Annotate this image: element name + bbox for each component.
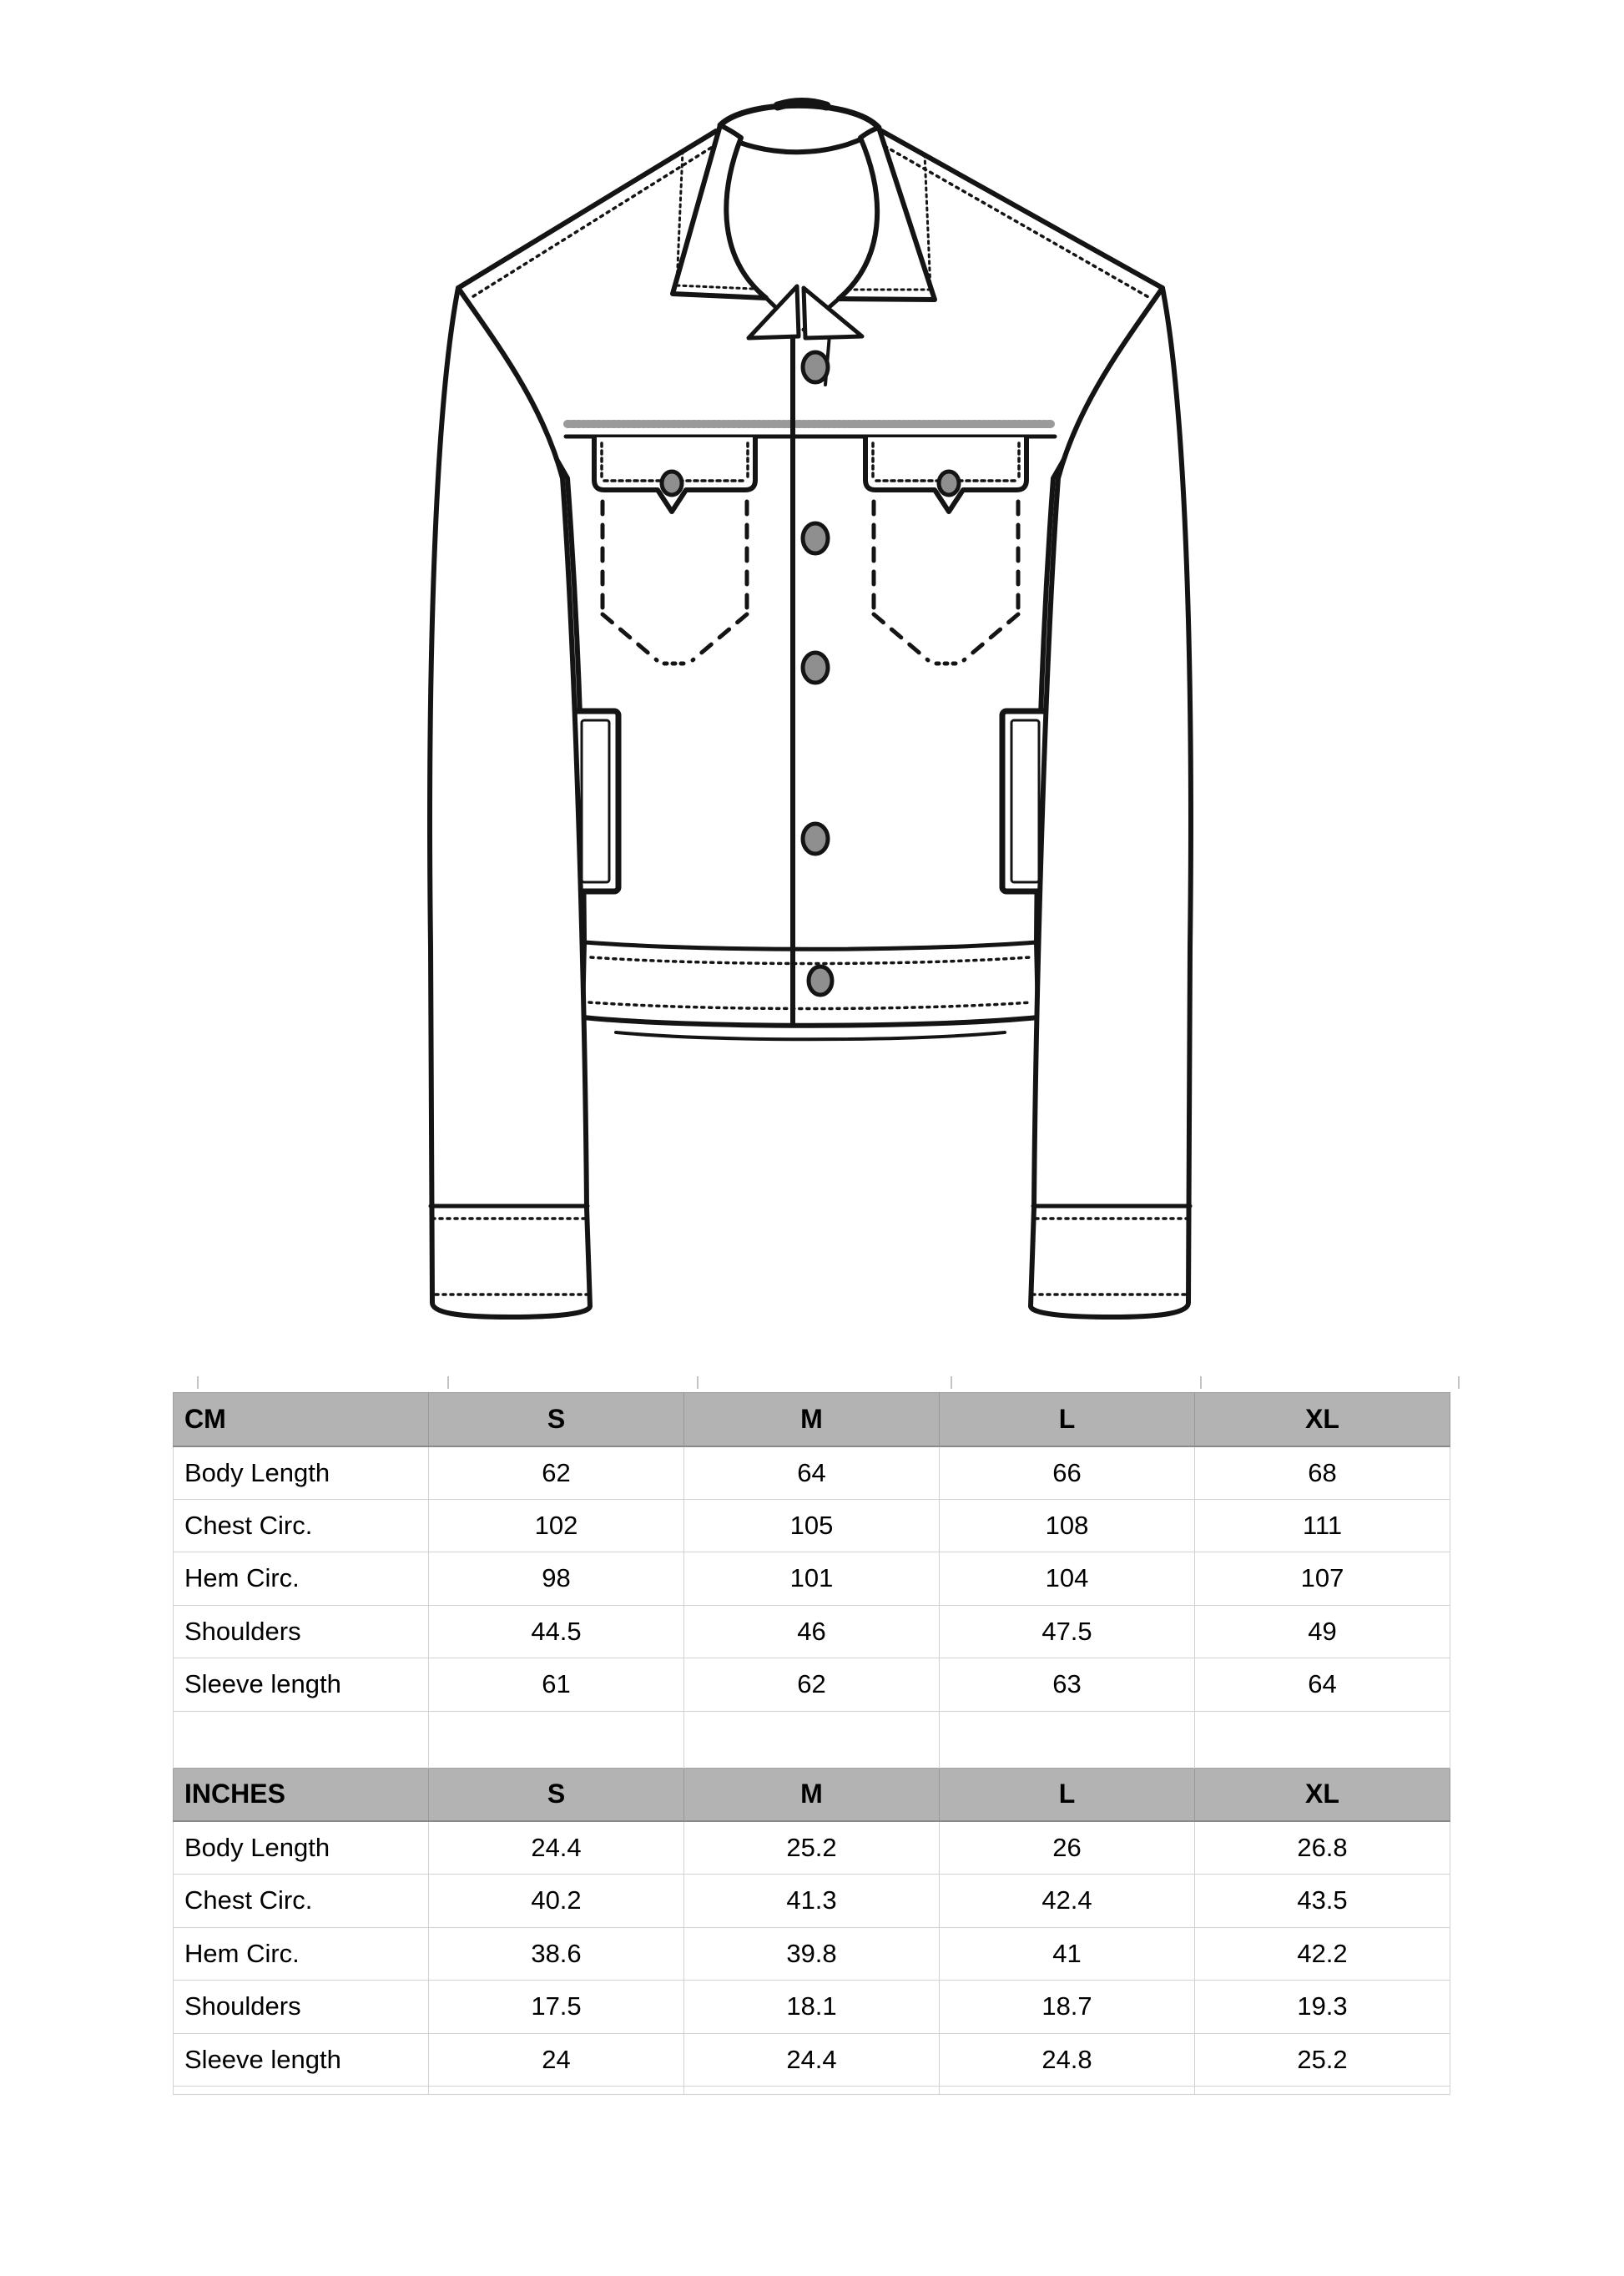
cell-value: 24: [429, 2033, 684, 2087]
row-label: Hem Circ.: [174, 1927, 429, 1981]
cell-value: 98: [429, 1552, 684, 1606]
empty-row-stub: [174, 2087, 1450, 2095]
empty-row: [174, 1711, 1450, 1768]
cell-value: 24.4: [429, 1821, 684, 1875]
cell-value: 39.8: [684, 1927, 940, 1981]
cell-value: 19.3: [1195, 1981, 1450, 2034]
table-row: [174, 1658, 1450, 1712]
row-label: Chest Circ.: [174, 1499, 429, 1552]
table-row: [174, 1927, 1450, 1981]
row-label: Chest Circ.: [174, 1875, 429, 1928]
table-row: [174, 1446, 1450, 1500]
table-row: [174, 1605, 1450, 1658]
cell-value: 25.2: [684, 1821, 940, 1875]
row-label: Body Length: [174, 1446, 429, 1500]
cell-value: 64: [1195, 1658, 1450, 1712]
table-row: [174, 1821, 1450, 1875]
cell-value: 105: [684, 1499, 940, 1552]
grid-tick: [1200, 1376, 1202, 1389]
cell-value: 17.5: [429, 1981, 684, 2034]
inches-size-header-xl: XL: [1195, 1768, 1450, 1821]
grid-tick: [697, 1376, 699, 1389]
table-row: [174, 1875, 1450, 1928]
cell-value: 41.3: [684, 1875, 940, 1928]
cell-value: 18.7: [940, 1981, 1195, 2034]
cell-value: 66: [940, 1446, 1195, 1500]
grid-tick: [197, 1376, 199, 1389]
cell-value: 107: [1195, 1552, 1450, 1606]
collar-roll-band: [778, 103, 826, 107]
table-row: [174, 1981, 1450, 2034]
cell-value: 18.1: [684, 1981, 940, 2034]
inches-size-header-m: M: [684, 1768, 940, 1821]
cell-value: 47.5: [940, 1605, 1195, 1658]
size-table: [173, 1392, 1450, 2095]
table-row: [174, 1552, 1450, 1606]
table-row: [174, 2033, 1450, 2087]
row-label: Sleeve length: [174, 1658, 429, 1712]
cell-value: 41: [940, 1927, 1195, 1981]
size-tables: [173, 1392, 1450, 2095]
front-button-1: [803, 352, 828, 382]
front-button-3: [803, 653, 828, 683]
grid-tick: [447, 1376, 449, 1389]
table-row: [174, 1499, 1450, 1552]
cell-value: 104: [940, 1552, 1195, 1606]
cm-size-header-xl: XL: [1195, 1393, 1450, 1446]
row-label: Shoulders: [174, 1981, 429, 2034]
row-label: Shoulders: [174, 1605, 429, 1658]
cell-value: 42.2: [1195, 1927, 1450, 1981]
cell-value: 26: [940, 1821, 1195, 1875]
waistband-button: [809, 966, 832, 995]
grid-tick: [951, 1376, 952, 1389]
right-flap-button: [939, 472, 959, 495]
cell-value: 38.6: [429, 1927, 684, 1981]
cell-value: 111: [1195, 1499, 1450, 1552]
cm-size-header-s: S: [429, 1393, 684, 1446]
hem-shadow-line: [616, 1032, 1005, 1039]
cell-value: 102: [429, 1499, 684, 1552]
row-label: Sleeve length: [174, 2033, 429, 2087]
cell-value: 63: [940, 1658, 1195, 1712]
front-button-4: [803, 824, 828, 854]
cell-value: 49: [1195, 1605, 1450, 1658]
jacket-technical-drawing: [417, 79, 1207, 1348]
row-label: Body Length: [174, 1821, 429, 1875]
cm-unit-header: CM: [174, 1393, 429, 1446]
cell-value: 64: [684, 1446, 940, 1500]
cell-value: 108: [940, 1499, 1195, 1552]
cell-value: 46: [684, 1605, 940, 1658]
cell-value: 44.5: [429, 1605, 684, 1658]
cell-value: 24.8: [940, 2033, 1195, 2087]
cell-value: 25.2: [1195, 2033, 1450, 2087]
grid-tick: [1458, 1376, 1460, 1389]
inches-size-header-l: L: [940, 1768, 1195, 1821]
cell-value: 62: [429, 1446, 684, 1500]
cell-value: 42.4: [940, 1875, 1195, 1928]
cell-value: 101: [684, 1552, 940, 1606]
cm-header-row: [174, 1393, 1450, 1446]
cell-value: 43.5: [1195, 1875, 1450, 1928]
cell-value: 61: [429, 1658, 684, 1712]
row-label: Hem Circ.: [174, 1552, 429, 1606]
cell-value: 26.8: [1195, 1821, 1450, 1875]
cm-size-header-l: L: [940, 1393, 1195, 1446]
cm-size-header-m: M: [684, 1393, 940, 1446]
cell-value: 24.4: [684, 2033, 940, 2087]
inches-size-header-s: S: [429, 1768, 684, 1821]
collar-stand-arc: [720, 105, 879, 128]
inches-header-row: [174, 1768, 1450, 1821]
cell-value: 40.2: [429, 1875, 684, 1928]
front-button-2: [803, 523, 828, 553]
cell-value: 62: [684, 1658, 940, 1712]
inches-unit-header: INCHES: [174, 1768, 429, 1821]
cell-value: 68: [1195, 1446, 1450, 1500]
left-flap-button: [662, 472, 682, 495]
